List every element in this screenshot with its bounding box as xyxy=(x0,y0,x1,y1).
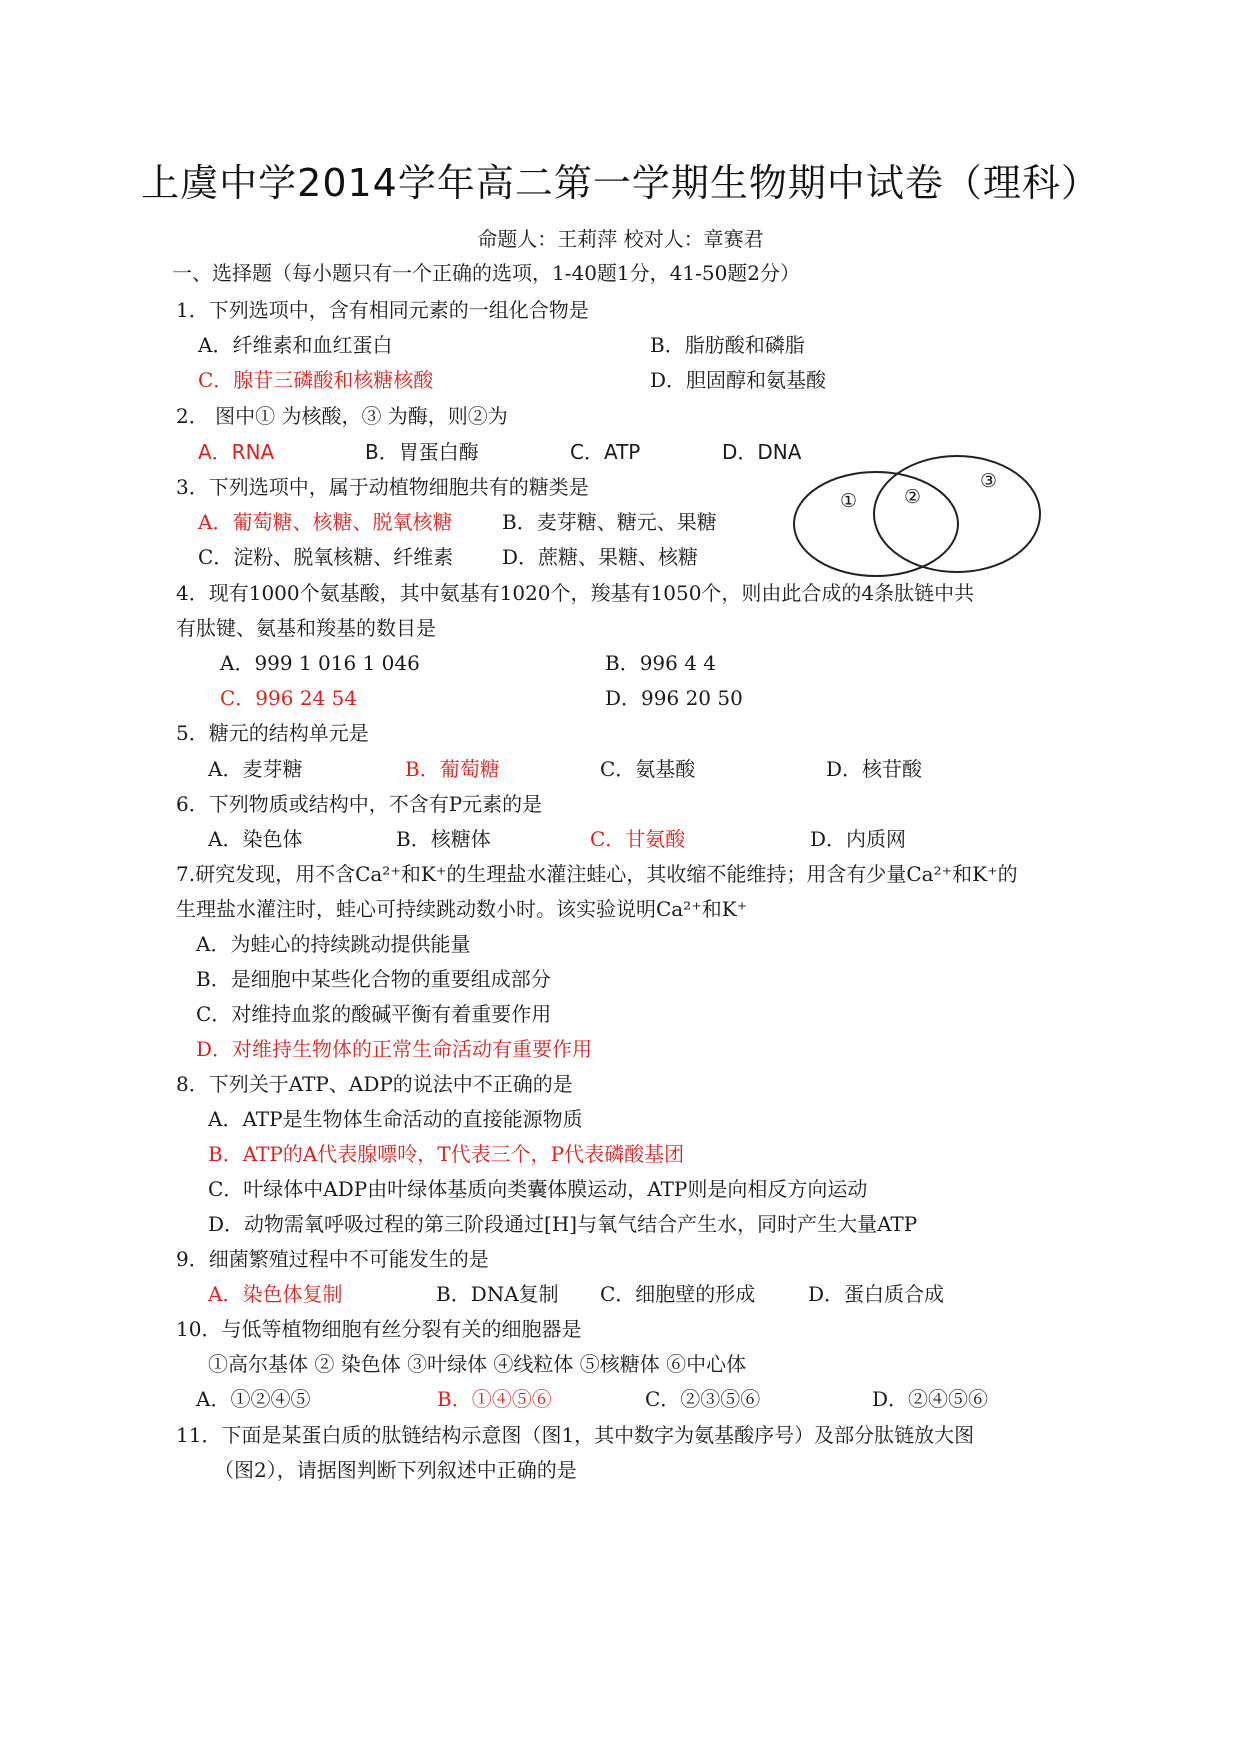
venn-label-2: ② xyxy=(904,486,922,508)
venn-label-3: ③ xyxy=(980,470,998,492)
q5-option-c: C．氨基酸 xyxy=(600,757,696,781)
q9-option-d: D．蛋白质合成 xyxy=(808,1282,945,1306)
q5-option-a: A．麦芽糖 xyxy=(208,757,303,781)
q7-option-d-answer: D．对维持生物体的正常生命活动有重要作用 xyxy=(196,1037,593,1061)
q9-stem: 9．细菌繁殖过程中不可能发生的是 xyxy=(176,1247,489,1271)
q11-stem-line2: （图2），请据图判断下列叙述中正确的是 xyxy=(214,1458,577,1482)
q11-stem-line1: 11．下面是某蛋白质的肽链结构示意图（图1，其中数字为氨基酸序号）及部分肽链放大图 xyxy=(176,1423,975,1447)
q7-stem-line2: 生理盐水灌注时，蛙心可持续跳动数小时。该实验说明Ca²⁺和K⁺ xyxy=(176,897,748,921)
q5-stem: 5．糖元的结构单元是 xyxy=(176,721,369,745)
q2-option-d: D．DNA xyxy=(722,440,802,464)
q8-option-c: C．叶绿体中ADP由叶绿体基质向类囊体膜运动，ATP则是向相反方向运动 xyxy=(208,1177,868,1201)
section-heading: 一、选择题（每小题只有一个正确的选项，1-40题1分，41-50题2分） xyxy=(172,261,801,285)
q8-option-d: D．动物需氧呼吸过程的第三阶段通过[H]与氧气结合产生水，同时产生大量ATP xyxy=(208,1212,918,1236)
q5-option-b-answer: B．葡萄糖 xyxy=(405,757,500,781)
q9-option-c: C．细胞壁的形成 xyxy=(600,1282,756,1306)
q4-option-b: B．996 4 4 xyxy=(605,651,717,675)
q1-option-c-answer: C．腺苷三磷酸和核糖核酸 xyxy=(198,368,434,392)
q3-option-b: B．麦芽糖、糖元、果糖 xyxy=(502,510,717,534)
q8-option-b-answer: B．ATP的A代表腺嘌呤，T代表三个，P代表磷酸基团 xyxy=(208,1142,685,1166)
q7-stem-line1: 7.研究发现，用不含Ca²⁺和K⁺的生理盐水灌注蛙心，其收缩不能维持；用含有少量Ca²⁺和K⁺的 xyxy=(176,862,1018,886)
q1-option-b: B．脂肪酸和磷脂 xyxy=(650,333,805,357)
q4-stem-line2: 有肽键、氨基和羧基的数目是 xyxy=(176,616,436,640)
q3-option-a-answer: A．葡萄糖、核糖、脱氧核糖 xyxy=(198,510,453,534)
q1-stem: 1．下列选项中，含有相同元素的一组化合物是 xyxy=(176,298,589,322)
q7-option-c: C．对维持血浆的酸碱平衡有着重要作用 xyxy=(196,1002,552,1026)
q10-stem: 10．与低等植物细胞有丝分裂有关的细胞器是 xyxy=(176,1317,582,1341)
venn-diagram xyxy=(792,452,1052,580)
q10-option-b-answer: B．①④⑤⑥ xyxy=(437,1387,552,1411)
q3-stem: 3．下列选项中，属于动植物细胞共有的糖类是 xyxy=(176,475,589,499)
q9-option-a-answer: A．染色体复制 xyxy=(208,1282,343,1306)
q2-stem: 2． 图中① 为核酸，③ 为酶，则②为 xyxy=(176,404,508,428)
q10-option-d: D．②④⑤⑥ xyxy=(872,1387,989,1411)
q6-option-a: A．染色体 xyxy=(208,827,303,851)
q4-option-a: A．999 1 016 1 046 xyxy=(220,651,420,675)
q6-option-c-answer: C．甘氨酸 xyxy=(590,827,686,851)
q3-option-c: C．淀粉、脱氧核糖、纤维素 xyxy=(198,545,454,569)
venn-svg xyxy=(792,452,1052,580)
q9-option-b: B．DNA复制 xyxy=(436,1282,559,1306)
q7-option-b: B．是细胞中某些化合物的重要组成部分 xyxy=(196,967,551,991)
q10-organelle-list: ①高尔基体 ② 染色体 ③叶绿体 ④线粒体 ⑤核糖体 ⑥中心体 xyxy=(208,1352,747,1376)
q1-option-d: D．胆固醇和氨基酸 xyxy=(650,368,827,392)
q8-option-a: A．ATP是生物体生命活动的直接能源物质 xyxy=(208,1107,583,1131)
q10-option-a: A．①②④⑤ xyxy=(196,1387,311,1411)
venn-label-1: ① xyxy=(840,490,858,512)
q4-stem-line1: 4．现有1000个氨基酸，其中氨基有1020个，羧基有1050个，则由此合成的4条肽链中共 xyxy=(176,581,975,605)
q1-option-a: A．纤维素和血红蛋白 xyxy=(198,333,393,357)
q6-option-b: B．核糖体 xyxy=(396,827,491,851)
q6-stem: 6．下列物质或结构中，不含有P元素的是 xyxy=(176,792,543,816)
q6-option-d: D．内质网 xyxy=(810,827,907,851)
q5-option-d: D．核苷酸 xyxy=(826,757,923,781)
q4-option-d: D．996 20 50 xyxy=(605,686,743,710)
authors-line: 命题人：王莉萍 校对人：章赛君 xyxy=(477,227,764,251)
q2-option-b: B．胃蛋白酶 xyxy=(365,440,479,464)
q7-option-a: A．为蛙心的持续跳动提供能量 xyxy=(196,932,471,956)
q2-option-a-answer: A．RNA xyxy=(198,440,275,464)
q10-option-c: C．②③⑤⑥ xyxy=(645,1387,761,1411)
page-title: 上虞中学2014学年高二第一学期生物期中试卷（理科） xyxy=(141,161,1100,205)
q3-option-d: D．蔗糖、果糖、核糖 xyxy=(502,545,699,569)
q2-option-c: C．ATP xyxy=(570,440,641,464)
q8-stem: 8．下列关于ATP、ADP的说法中不正确的是 xyxy=(176,1072,573,1096)
q4-option-c-answer: C．996 24 54 xyxy=(220,686,358,710)
